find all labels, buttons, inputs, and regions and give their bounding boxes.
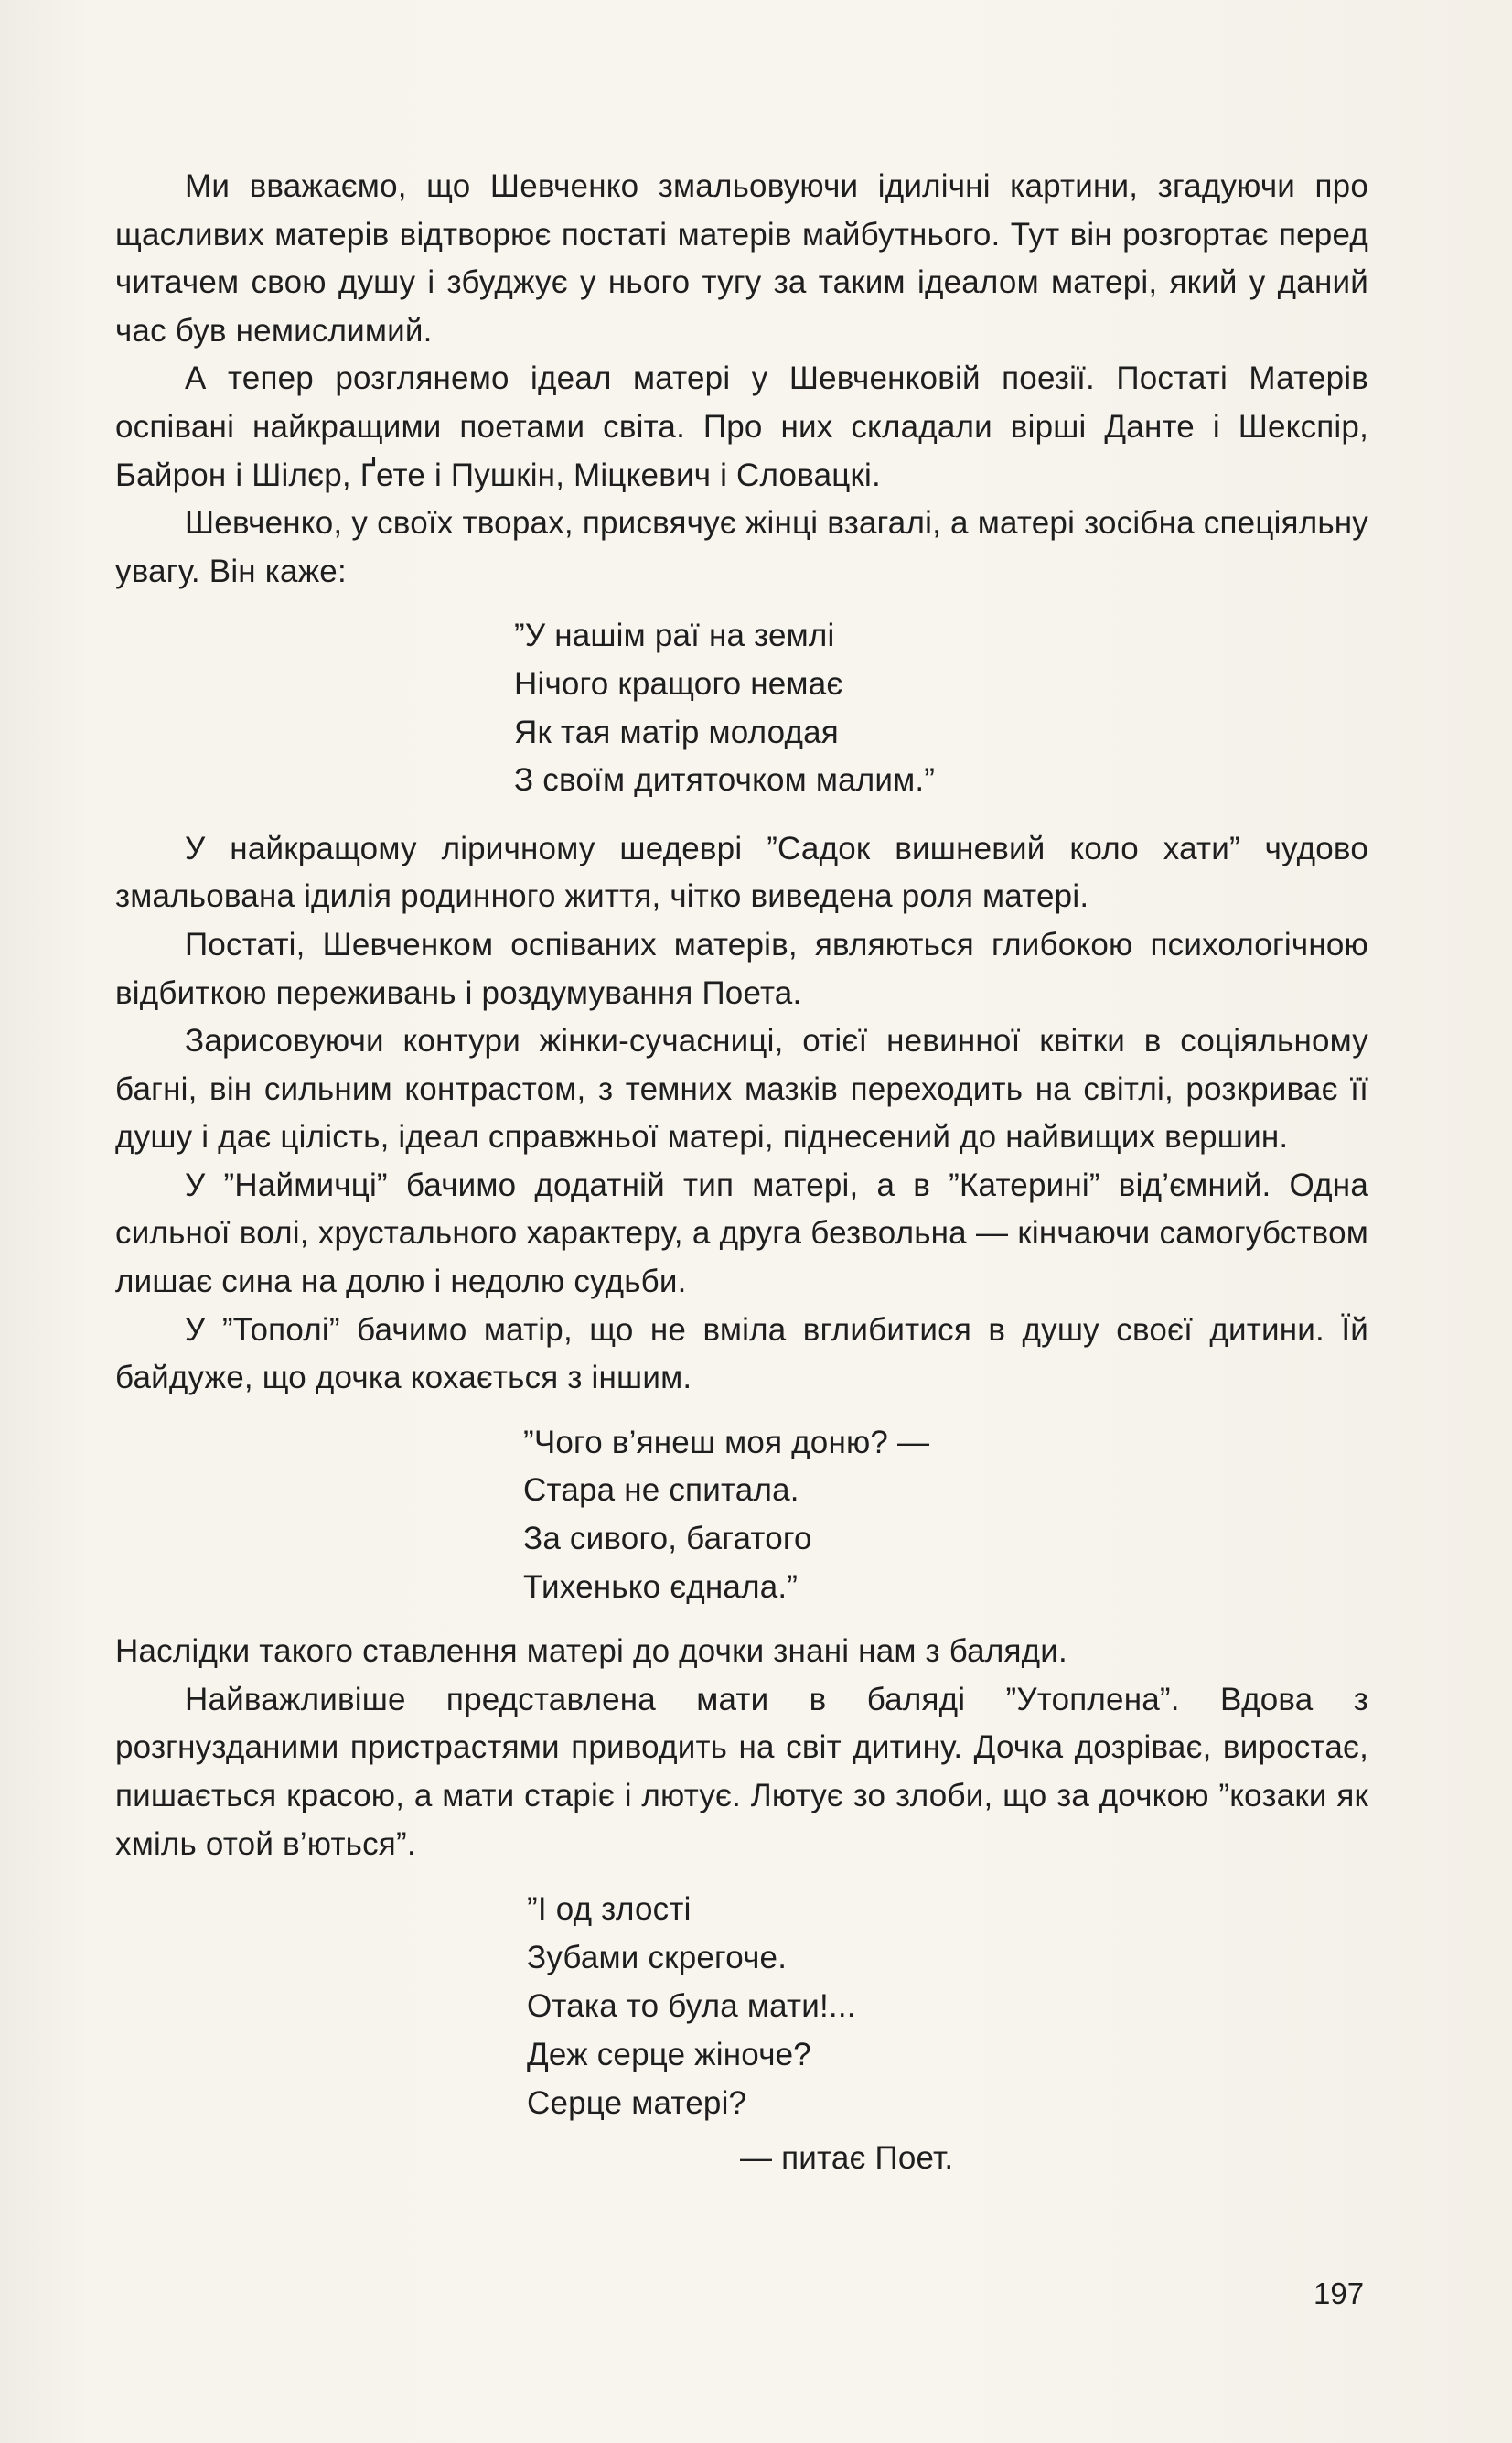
verse-attribution: — питає Поет.: [740, 2140, 954, 2177]
verse-line: ”У нашім раї на землі: [514, 618, 835, 654]
verse-line: Як тая матір молодая: [514, 714, 839, 750]
verse-line: ”І од злості: [527, 1891, 692, 1928]
paragraph: У ”Наймичці” бачимо додатній тип матері, а в ”Катерині” від’ємний. Одна сильної волі, хрустального характеру, а друга безвольна — кінчаючи самогубством лишає сина на долю і недолю судьби.: [115, 1167, 1368, 1300]
paragraph: Зарисовуючи контури жінки-сучасниці, отієї невинної квітки в соціяльному багні, він сильним контрастом, з темних мазків переходить на світлі, розкриває її душу і дає цілість, ідеал справжньої матері, піднесений до найвищих вершин.: [115, 1023, 1368, 1156]
verse-line: Стара не спитала.: [523, 1472, 799, 1509]
paragraph: Наслідки такого ставлення матері до дочки знані нам з баляди.: [115, 1633, 1067, 1670]
verse-quote: [523, 1419, 1368, 1611]
verse-line: З своїм дитяточком малим.”: [514, 762, 936, 799]
paragraph: У ”Тополі” бачимо матір, що не вміла вглибитися в душу своєї дитини. Їй байдуже, що дочка кохається з іншим.: [115, 1311, 1368, 1396]
paragraph: Шевченко, у своїх творах, присвячує жінці взагалі, а матері зосібна спеціяльну увагу. Він каже:: [115, 505, 1368, 589]
verse-quote: [514, 612, 1368, 804]
verse-line: Зубами скрегоче.: [527, 1940, 788, 1976]
verse-line: Тихенько єднала.”: [523, 1568, 799, 1605]
verse-line: Серце матері?: [527, 2085, 747, 2122]
verse-line: ”Чого в’янеш моя доню? —: [523, 1424, 930, 1460]
verse-line: Отака то була мати!...: [527, 1988, 856, 2025]
paragraph: Постаті, Шевченком оспіваних матерів, являються глибокою психологічною відбиткою переживань і роздумування Поета.: [115, 926, 1368, 1011]
page-body: [115, 163, 1368, 2183]
verse-quote: [527, 1885, 1368, 2127]
paragraph: У найкращому ліричному шедеврі ”Садок вишневий коло хати” чудово змальована ідилія родинного життя, чітко виведена роля матері.: [115, 830, 1368, 915]
verse-line: За сивого, багатого: [523, 1521, 812, 1557]
paragraph: А тепер розглянемо ідеал матері у Шевченковій поезії. Постаті Матерів оспівані найкращими поетами світа. Про них складали вірші Данте і Шекспір, Байрон і Шілєр, Ґете і Пушкін, Міцкевич і Словацкі.: [115, 361, 1368, 493]
verse-line: Нічого кращого немає: [514, 665, 843, 702]
paragraph: Ми вважаємо, що Шевченко змальовуючи ідилічні картини, згадуючи про щасливих матерів відтворює постаті матерів майбутнього. Тут він розгортає перед читачем свою душу і збуджує у нього тугу за таким ідеалом матері, який у даний час був немислимий.: [115, 168, 1368, 349]
verse-line: Деж серце жіноче?: [527, 2037, 811, 2073]
page-number: 197: [1314, 2276, 1365, 2310]
paragraph: Найважливіше представлена мати в баляді ”Утоплена”. Вдова з розгнузданими пристрастями приводить на світ дитину. Дочка дозріває, виростає, пишається красою, а мати старіє і лютує. Лютує зо злоби, що за дочкою ”козаки як хміль отой в’ються”.: [115, 1681, 1368, 1862]
